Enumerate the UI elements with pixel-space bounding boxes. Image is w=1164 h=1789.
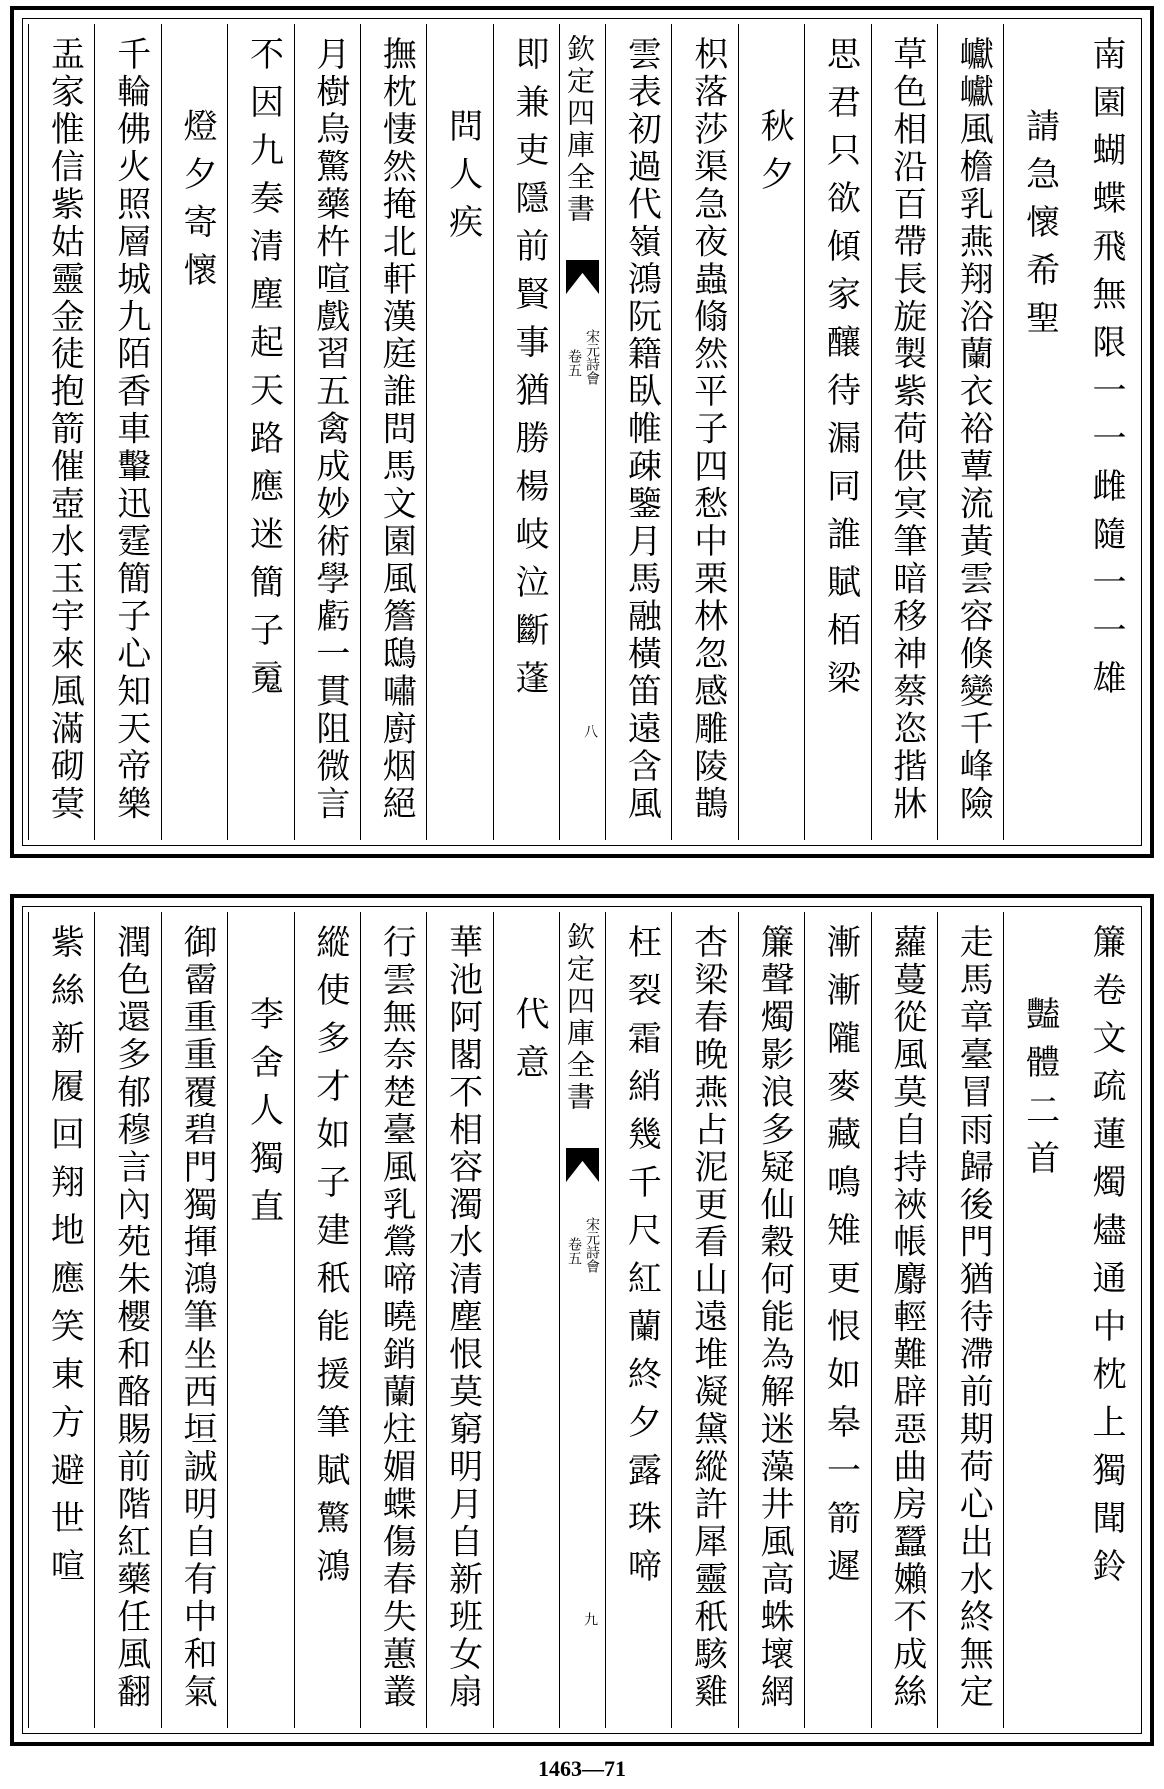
text-column [493, 912, 559, 1728]
poem-line: 草色相沿百帶長旋製紫荷供㝠筆暗移神蔡恣揩牀 [886, 36, 927, 823]
text-column [294, 24, 360, 840]
poem-line: 御霤重重覆碧門獨揮鴻筆坐西垣誠明自有中和氣 [177, 924, 218, 1711]
poem-line: 思君只欲傾家釀待漏同誰賦栢梁 [820, 36, 861, 708]
text-column [426, 912, 492, 1728]
text-column [1003, 24, 1069, 840]
text-column [360, 24, 426, 840]
text-column [738, 24, 804, 840]
text-column [294, 912, 360, 1728]
poem-line: 即兼吏隱前賢事猶勝楊岐泣斷蓬 [509, 36, 549, 708]
text-column [161, 24, 227, 840]
banner-collection: 宋元詩會 [584, 1217, 600, 1273]
text-column [1003, 912, 1069, 1728]
banner-volume: 卷五 [566, 349, 582, 377]
text-column [871, 24, 937, 840]
poem-title: 李舍人獨直 [243, 996, 284, 1236]
poem-line: 簾卷文疏蓮燭燼通中枕上獨聞鈴 [1086, 924, 1126, 1596]
text-column [937, 912, 1003, 1728]
text-column [671, 24, 737, 840]
poem-line: 不因九奏清塵起天路應迷簡子䰟 [243, 36, 284, 708]
page-banner [559, 912, 605, 1728]
poem-title: 豔體二首 [1019, 996, 1060, 1188]
text-column [605, 24, 671, 840]
text-column [1070, 24, 1136, 840]
poem-line: 巘巘風檐乳燕翔浴蘭衣裕蕈流黃雲容倏變千峰險 [953, 36, 994, 823]
banner-volume: 卷五 [566, 1237, 582, 1265]
banner-collection: 宋元詩會 [584, 329, 600, 385]
poem-line: 華池阿閣不相容濁水清塵恨莫窮明月自新班女扇 [442, 924, 483, 1711]
text-column [1070, 912, 1136, 1728]
fish-tail-mark [566, 1148, 599, 1182]
poem-line: 南園蝴蝶飛無限一一雌隨一一雄 [1086, 36, 1126, 708]
text-column [28, 24, 94, 840]
page-banner [559, 24, 605, 840]
banner-title: 欽定四庫全書 [563, 34, 596, 226]
poem-line: 走馬章臺冒雨歸後門猶待滯前期荷心出水終無定 [953, 924, 994, 1711]
poem-line: 枉裂霜綃幾千尺紅蘭終夕露珠啼 [621, 924, 662, 1596]
text-column [28, 912, 94, 1728]
banner-page-number: 八 [582, 724, 598, 738]
poem-title: 請急懷希聖 [1019, 108, 1060, 348]
text-column [161, 912, 227, 1728]
poem-line: 撫枕悽然掩北軒漢庭誰問馬文園風簷鴟嘯廚烟絕 [376, 36, 417, 823]
poem-line: 漸漸隴麥藏鳴雉更恨如皋一箭遲 [820, 924, 861, 1596]
poem-title: 秋夕 [754, 108, 795, 204]
poem-title: 燈夕寄懷 [177, 108, 218, 300]
poem-line: 枳落莎渠急夜蟲翛然平子四愁中栗林忽感雕陵鵲 [687, 36, 728, 823]
poem-line: 千輪佛火照層城九陌香車轚迅霆簡子心知天帝樂 [110, 36, 151, 823]
poem-line: 月樹烏驚藥杵喧戲習五禽成妙術學虧一貫阻微言 [309, 36, 350, 823]
poem-line: 杏梁春晚燕占泥更看山遠堆凝黛縱許犀靈秖駭雞 [687, 924, 728, 1711]
poem-title: 問人疾 [442, 108, 483, 252]
fish-tail-mark [566, 260, 599, 294]
text-column [804, 24, 870, 840]
poem-line: 行雲無奈楚臺風乳鶯啼曉銷蘭炷媚蝶傷春失蕙叢 [376, 924, 417, 1711]
poem-line: 蘿蔓從風莫自持裌帳麝輕難辟惡曲房蠶嬾不成絲 [886, 924, 927, 1711]
text-column [937, 24, 1003, 840]
page-footer-number: 1463—71 [538, 1756, 626, 1781]
text-column [871, 912, 937, 1728]
text-column [426, 24, 492, 840]
poem-line: 盂家惟信紫姑靈金徒抱箭催壺水玉宇來風滿砌蓂 [44, 36, 85, 823]
text-column [227, 912, 293, 1728]
bottom-page [10, 894, 1154, 1746]
poem-line: 雲表初過代嶺鴻阮籍臥帷疎鑒月馬融橫笛遠含風 [621, 36, 662, 823]
poem-line: 潤色還多郁穆言內苑朱櫻和酪賜前階紅藥任風翻 [110, 924, 151, 1711]
text-column [493, 24, 559, 840]
text-column [227, 24, 293, 840]
top-page [10, 6, 1154, 858]
poem-line: 簾聲燭影浪多疑仙穀何能為解迷藻井風高蛛壞網 [754, 924, 795, 1711]
banner-title: 欽定四庫全書 [563, 922, 596, 1114]
text-column [94, 24, 160, 840]
poem-line: 紫絲新履回翔地應笑東方避世喧 [44, 924, 85, 1596]
poem-line: 縱使多才如子建秖能援筆賦驚鴻 [309, 924, 350, 1596]
text-column [360, 912, 426, 1728]
text-column [804, 912, 870, 1728]
text-column [738, 912, 804, 1728]
text-column [671, 912, 737, 1728]
banner-page-number: 九 [582, 1612, 598, 1626]
text-column [605, 912, 671, 1728]
poem-title: 代意 [509, 996, 549, 1092]
text-column [94, 912, 160, 1728]
